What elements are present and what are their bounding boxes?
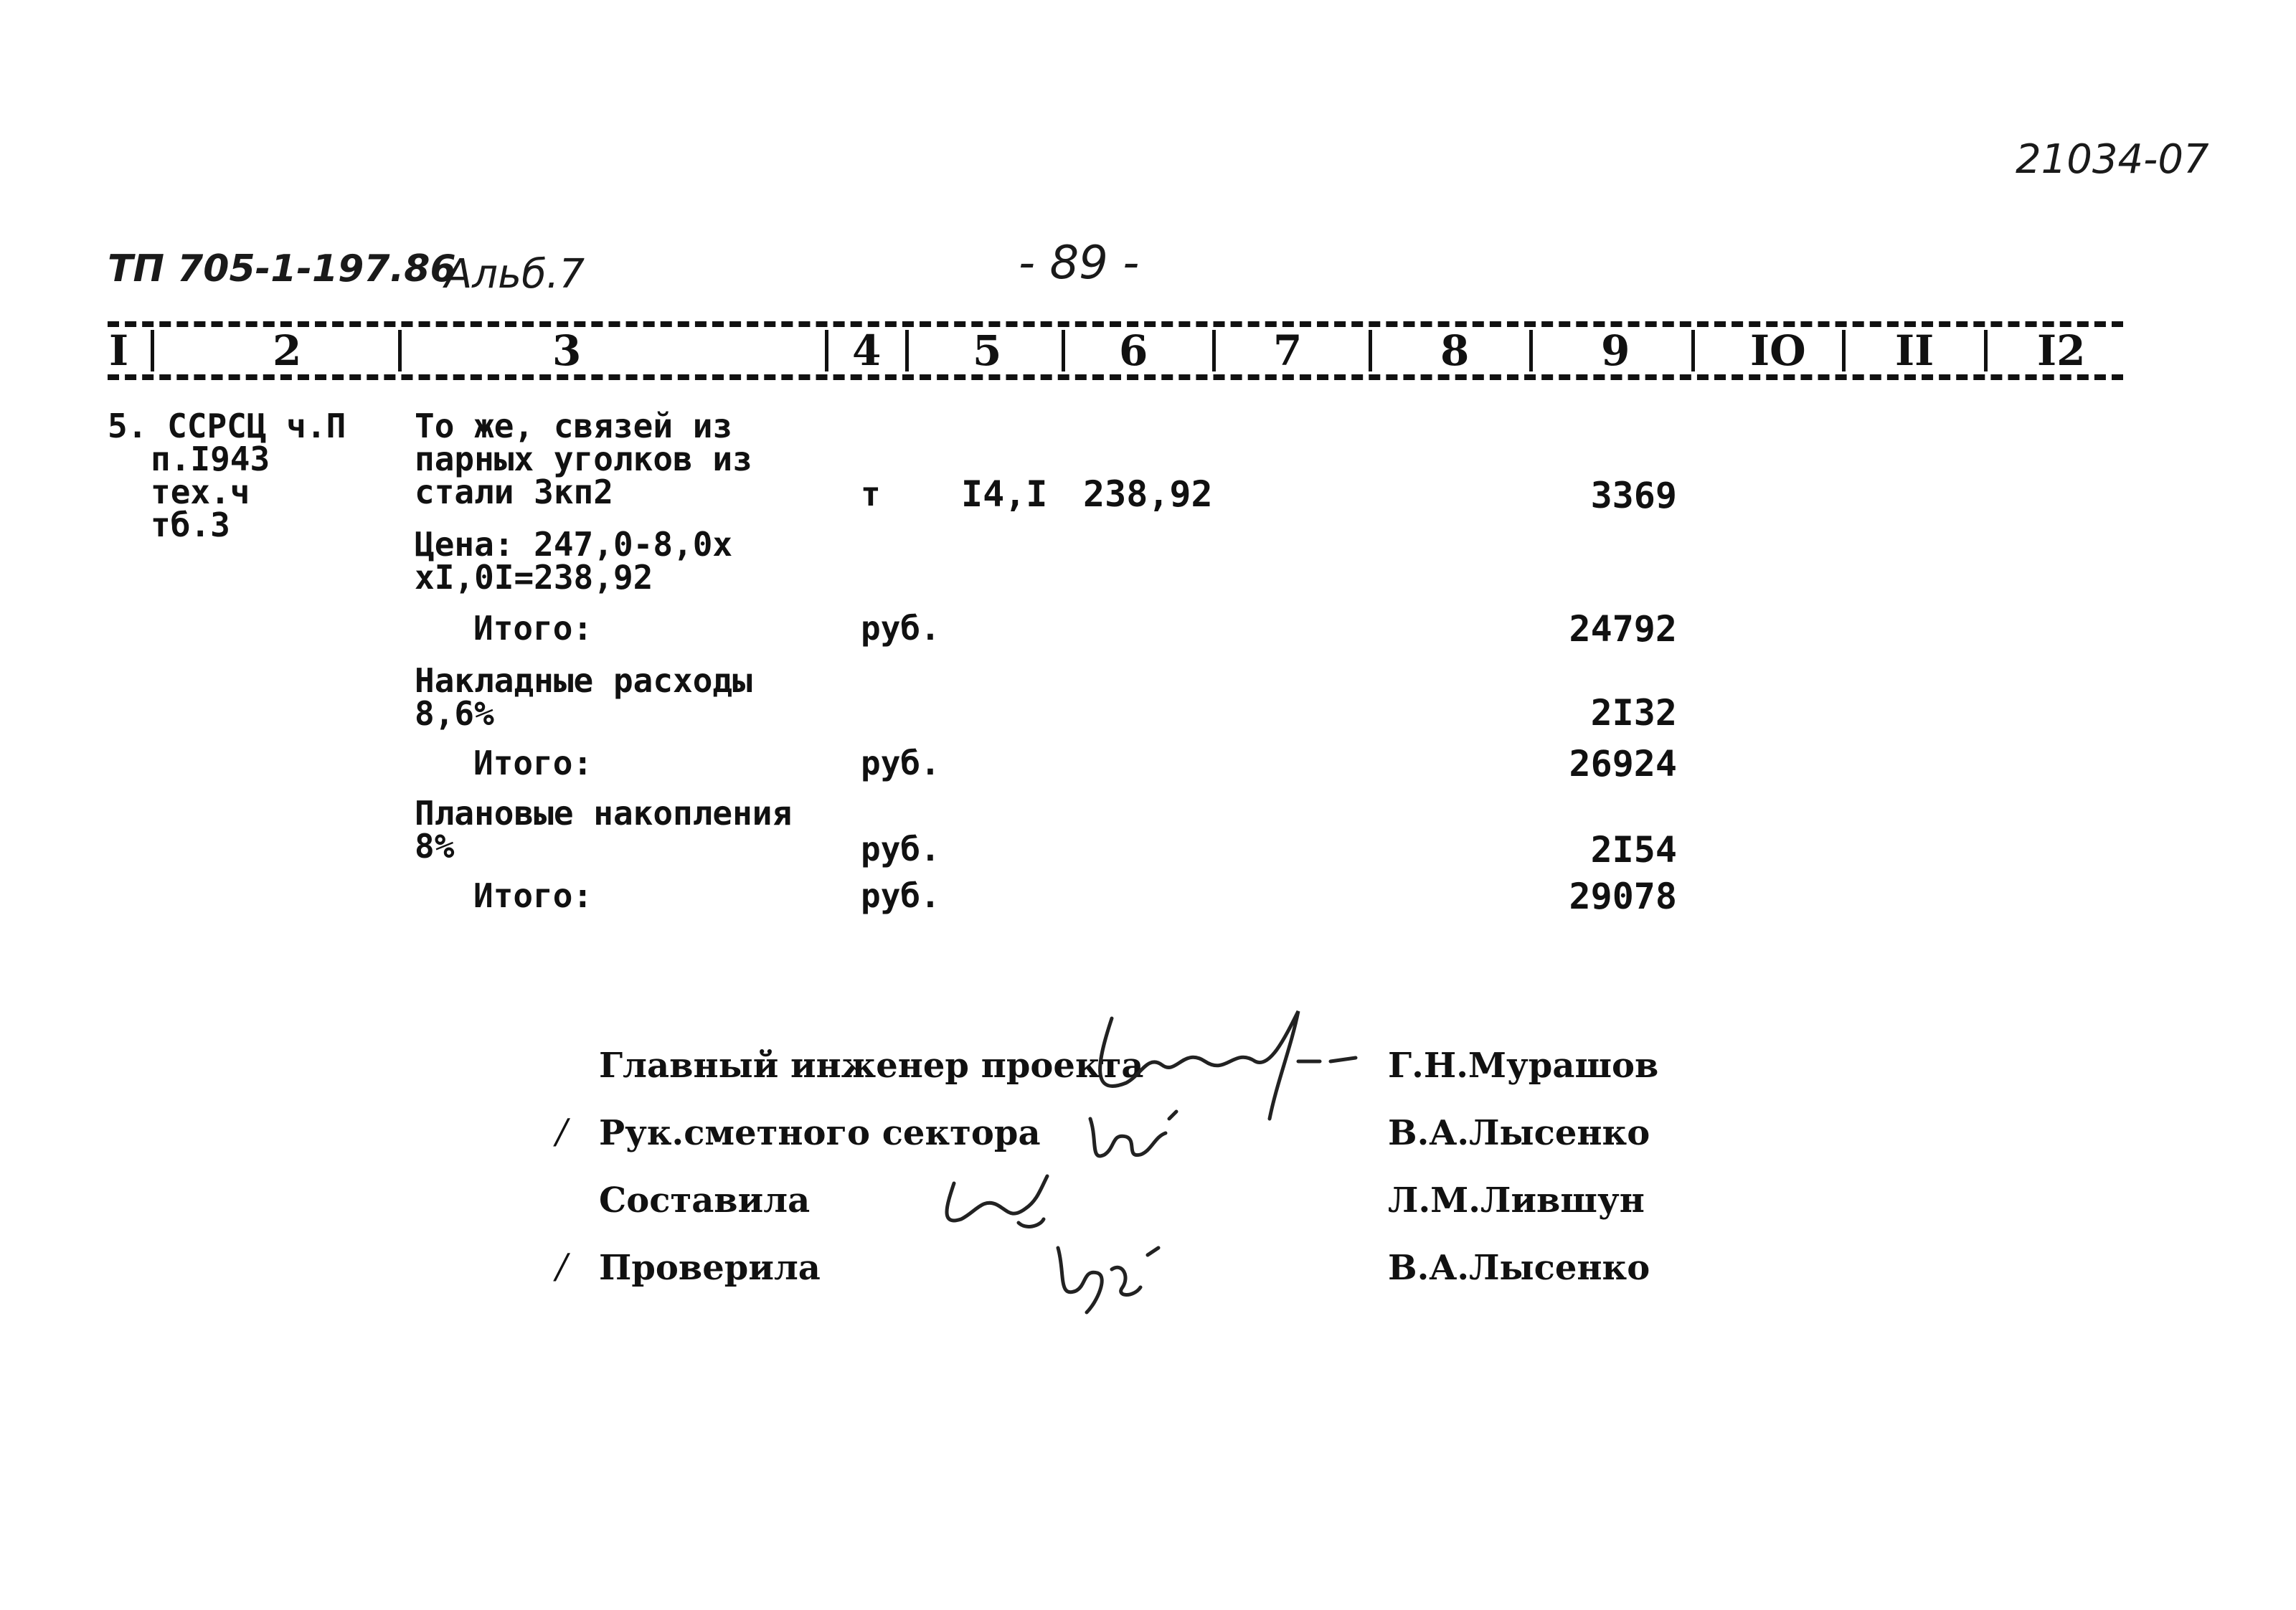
grand-total-value: 29078 [1569,876,1677,917]
column-separator [1062,330,1065,371]
signature-name: Л.М.Лившун [1388,1180,1645,1221]
column-separator [1212,330,1216,371]
subtotal-value: 26924 [1569,743,1677,785]
column-separator [398,330,402,371]
subtotal-label: Итого: [473,744,593,782]
column-separator [151,330,154,371]
item-reference-line: п.I943 [151,440,270,478]
column-label: 5 [973,326,1002,375]
subtotal-unit: руб. [861,744,940,782]
column-label: 7 [1273,326,1303,375]
signature-role: Составила [599,1180,811,1221]
column-separator [1984,330,1988,371]
signature-role: Рук.сметного сектора [599,1113,1041,1153]
check-mark: / [556,1112,568,1152]
subtotal-unit: руб. [861,609,940,648]
item-total: 3369 [1590,475,1677,516]
item-description-line: стали 3кп2 [415,473,613,511]
signature-name: Г.Н.Мурашов [1388,1046,1659,1086]
handwritten-initials [1044,1233,1166,1320]
column-label: I [109,326,129,375]
grand-total-label: Итого: [473,876,593,915]
column-label: 2 [273,326,302,375]
planned-savings-unit: руб. [861,830,940,868]
item-quantity: I4,I [961,473,1048,515]
project-code: ТП 705-1-197.86 [108,247,456,290]
handwritten-signature [932,1162,1062,1241]
album-label: Альб.7 [445,251,585,298]
column-separator [905,330,909,371]
column-label: 4 [852,326,882,375]
overhead-value: 2I32 [1590,692,1677,734]
signature-name: В.А.Лысенко [1388,1113,1650,1153]
handwritten-initials [1076,1104,1191,1176]
column-label: I2 [2037,326,2086,375]
item-unit-price: 238,92 [1083,473,1213,515]
planned-savings-label-line: Плановые накопления [415,794,793,833]
signature-name: В.А.Лысенко [1388,1248,1650,1288]
column-separator [1369,330,1372,371]
column-label: 6 [1119,326,1148,375]
column-label: 3 [552,326,582,375]
overhead-label-line: Накладные расходы [415,661,752,700]
column-label: IO [1750,326,1806,375]
item-reference-line: тб.3 [151,506,230,544]
grand-total-unit: руб. [861,876,940,915]
dashed-rule-bottom [108,374,2123,380]
column-separator [1691,330,1695,371]
page-number: - 89 - [1019,237,1140,290]
column-separator [1529,330,1533,371]
subtotal-value: 24792 [1569,608,1677,650]
item-description-line: То же, связей из [415,407,733,445]
signature-role: Главный инженер проекта [599,1046,1144,1086]
subtotal-label: Итого: [473,609,593,648]
planned-savings-label-line: 8% [415,827,455,866]
dashed-rule-top [108,321,2123,327]
item-description-line: парных уголков из [415,440,752,478]
document-number: 21034-07 [2016,136,2209,183]
item-price-calc-line: Цена: 247,0-8,0х [415,525,733,564]
column-label: 9 [1601,326,1630,375]
column-separator [825,330,828,371]
column-separator [1842,330,1846,371]
item-unit: т [861,475,881,513]
item-price-calc-line: хI,0I=238,92 [415,558,653,597]
item-reference-line: тех.ч [151,473,250,511]
overhead-label-line: 8,6% [415,694,494,733]
column-label: II [1895,326,1934,375]
column-label: 8 [1440,326,1470,375]
planned-savings-value: 2I54 [1590,829,1677,871]
signature-role: Проверила [599,1248,821,1288]
item-reference-line: 5. ССРСЦ ч.П [108,407,346,445]
check-mark: / [556,1246,568,1287]
